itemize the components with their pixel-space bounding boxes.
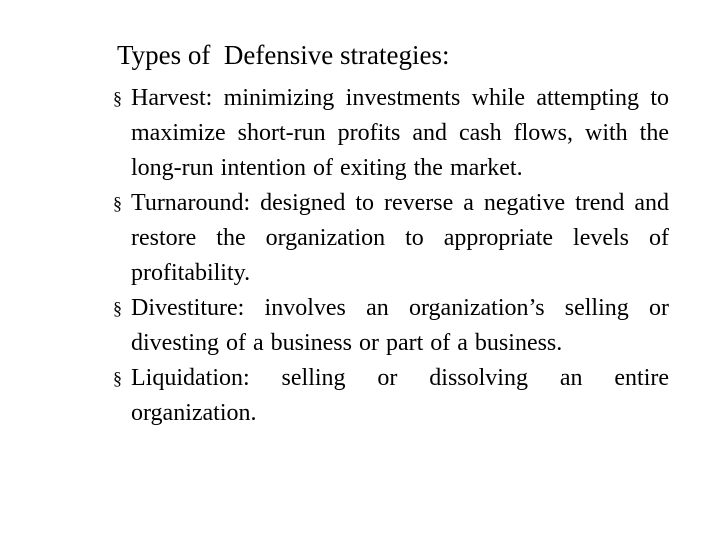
bullet-marker-icon: § [113,193,122,213]
bullet-marker-icon: § [113,298,122,318]
bullet-text: Divestiture: involves an organization’s selling or divesting of a business or part of a business. [131,295,669,356]
bullet-item-divestiture [113,291,669,361]
slide-title: Types of Defensive strategies: [117,40,450,70]
bullet-item-liquidation [113,361,669,431]
bullet-item-harvest [113,81,669,186]
bullet-marker-icon: § [113,88,122,108]
bullet-text: Harvest: minimizing investments while attempting to maximize short-run profits and cash flows, with the long-run intention of exiting the market. [131,85,669,181]
bullet-marker-icon: § [113,368,122,388]
bullet-list [113,81,669,431]
bullet-item-turnaround [113,186,669,291]
bullet-text: Liquidation: selling or dissolving an entire organization. [131,365,669,426]
bullet-text: Turnaround: designed to reverse a negative trend and restore the organization to appropriate levels of profitability. [131,190,669,286]
